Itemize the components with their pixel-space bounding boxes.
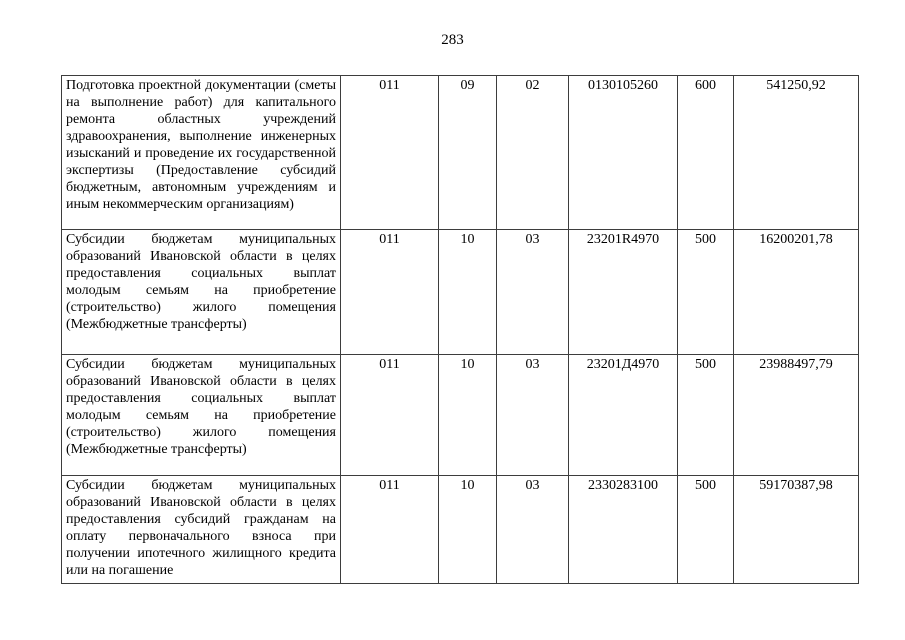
table-row bbox=[62, 230, 859, 355]
section-code-cell: 10 bbox=[439, 476, 497, 584]
grbs-code-cell: 011 bbox=[341, 76, 439, 230]
description-cell: Субсидии бюджетам муниципальных образований Ивановской области в целях предоставления социальных выплат молодым семьям на приобретение (строительство) жилого помещения (Межбюджетные трансферты) bbox=[62, 230, 341, 355]
subsection-code-cell: 03 bbox=[497, 476, 569, 584]
section-code-cell: 09 bbox=[439, 76, 497, 230]
subsection-code-cell: 02 bbox=[497, 76, 569, 230]
budget-expenditure-table bbox=[61, 75, 859, 584]
subsection-code-cell: 03 bbox=[497, 230, 569, 355]
description-cell: Субсидии бюджетам муниципальных образований Ивановской области в целях предоставления социальных выплат молодым семьям на приобретение (строительство) жилого помещения (Межбюджетные трансферты) bbox=[62, 355, 341, 476]
section-code-cell: 10 bbox=[439, 230, 497, 355]
expense-type-code-cell: 600 bbox=[678, 76, 734, 230]
grbs-code-cell: 011 bbox=[341, 230, 439, 355]
target-article-code-cell: 2330283100 bbox=[569, 476, 678, 584]
description-cell: Субсидии бюджетам муниципальных образований Ивановской области в целях предоставления субсидий гражданам на оплату первоначального взноса при получении ипотечного жилищного кредита или на погашение bbox=[62, 476, 341, 584]
amount-cell: 23988497,79 bbox=[734, 355, 859, 476]
table-row bbox=[62, 355, 859, 476]
amount-cell: 16200201,78 bbox=[734, 230, 859, 355]
target-article-code-cell: 23201Д4970 bbox=[569, 355, 678, 476]
section-code-cell: 10 bbox=[439, 355, 497, 476]
expense-type-code-cell: 500 bbox=[678, 355, 734, 476]
grbs-code-cell: 011 bbox=[341, 476, 439, 584]
target-article-code-cell: 0130105260 bbox=[569, 76, 678, 230]
grbs-code-cell: 011 bbox=[341, 355, 439, 476]
subsection-code-cell: 03 bbox=[497, 355, 569, 476]
target-article-code-cell: 23201R4970 bbox=[569, 230, 678, 355]
amount-cell: 59170387,98 bbox=[734, 476, 859, 584]
description-cell: Подготовка проектной документации (сметы на выполнение работ) для капитального ремонта областных учреждений здравоохранения, выполнение инженерных изысканий и проведение их государственной экспертизы (Предоставление субсидий бюджетным, автономным учреждениям и иным некоммерческим организациям) bbox=[62, 76, 341, 230]
amount-cell: 541250,92 bbox=[734, 76, 859, 230]
expense-type-code-cell: 500 bbox=[678, 230, 734, 355]
expense-type-code-cell: 500 bbox=[678, 476, 734, 584]
table-row bbox=[62, 476, 859, 584]
table-row bbox=[62, 76, 859, 230]
page-number: 283 bbox=[441, 32, 464, 48]
